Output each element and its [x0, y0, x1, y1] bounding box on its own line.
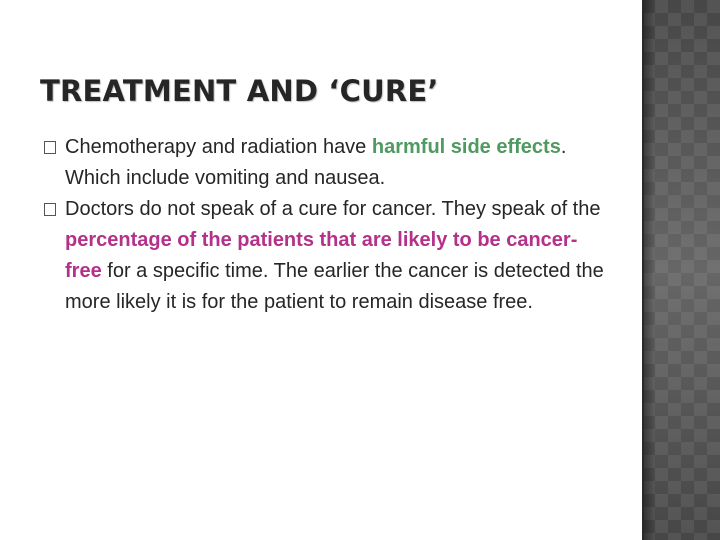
bullet-item-cure: [44, 194, 604, 318]
bullet-text: Doctors do not speak of a cure for cancer. They speak of the: [65, 198, 601, 220]
bullet-text: . Which include vomiting and nausea.: [65, 136, 567, 189]
bullet-item-side-effects: [44, 132, 604, 194]
decorative-side-panel: [642, 0, 720, 540]
bullet-box-icon: [44, 141, 56, 154]
highlight-harmful-side-effects: harmful side effects: [371, 136, 561, 158]
side-panel-edge: [642, 0, 644, 540]
bullet-text: Chemotherapy and radiation have: [65, 136, 372, 158]
highlight-cancer-free-percentage: percentage of the patients that are likely to be cancer-free: [65, 229, 578, 282]
bullet-box-icon: [44, 203, 56, 216]
bullet-list: [44, 132, 604, 318]
bullet-text: for a specific time. The earlier the cancer is detected the more likely it is for the patient to remain disease free.: [65, 260, 604, 313]
slide-title: TREATMENT AND ‘CURE’: [40, 74, 439, 108]
